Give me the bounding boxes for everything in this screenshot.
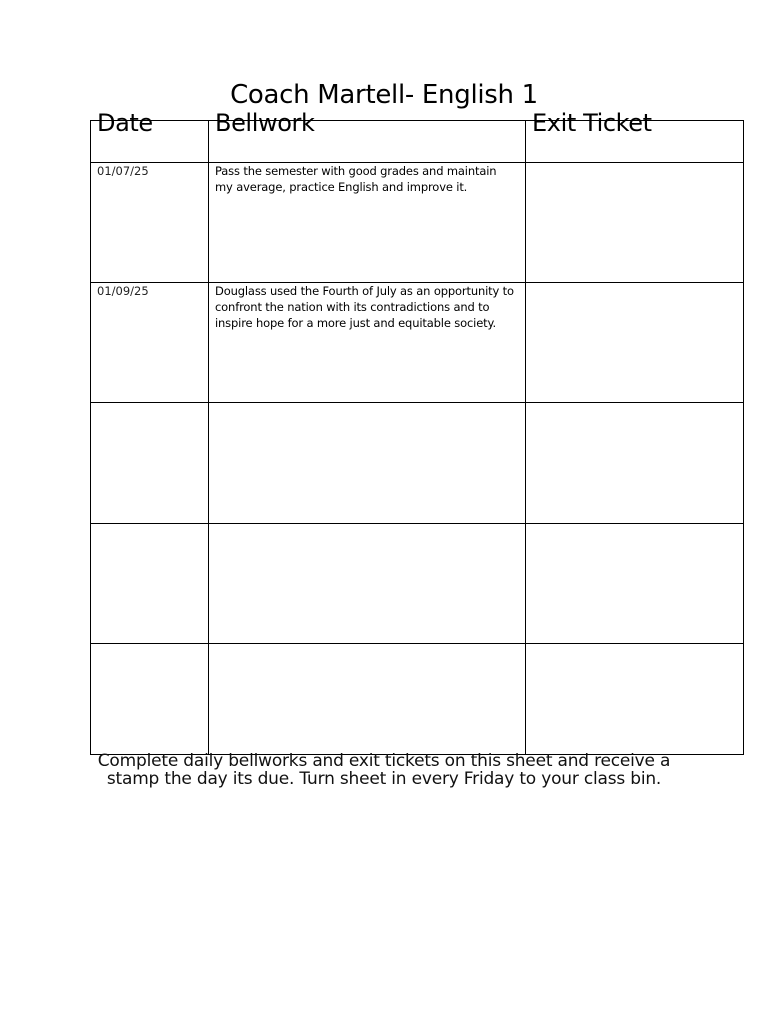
table-row <box>91 283 744 403</box>
table-row <box>91 523 744 643</box>
bellwork-cell[interactable] <box>209 163 526 283</box>
table-header-row <box>91 121 744 163</box>
instructions-line-2: stamp the day its due. Turn sheet in every Friday to your class bin. <box>106 769 662 789</box>
date-text: 01/09/25 <box>97 284 149 299</box>
bellwork-column-header: Bellwork <box>215 109 315 137</box>
table-row <box>91 403 744 523</box>
date-header-cell <box>91 109 209 163</box>
bellwork-cell[interactable] <box>209 283 526 403</box>
bellwork-header-cell <box>209 109 526 163</box>
exit-ticket-cell[interactable] <box>526 403 744 523</box>
bellwork-cell[interactable] <box>209 523 526 643</box>
exit-ticket-header-cell <box>526 109 744 163</box>
date-text <box>91 403 208 404</box>
date-cell[interactable] <box>91 523 209 643</box>
table-row <box>91 163 744 283</box>
bellwork-cell[interactable] <box>209 403 526 523</box>
date-column-header: Date <box>97 109 153 137</box>
bellwork-table <box>90 109 744 755</box>
bellwork-cell[interactable] <box>209 643 526 754</box>
instructions-line-1: Complete daily bellworks and exit tickets on this sheet and receive a <box>97 751 671 771</box>
date-text <box>91 644 208 645</box>
date-text: 01/07/25 <box>97 164 149 179</box>
date-text <box>91 524 208 525</box>
bellwork-text: Pass the semester with good grades and maintain my average, practice English and improve it. <box>215 164 497 195</box>
exit-ticket-column-header: Exit Ticket <box>532 109 652 137</box>
exit-ticket-cell[interactable] <box>526 163 744 283</box>
date-cell[interactable] <box>91 283 209 403</box>
exit-ticket-cell[interactable] <box>526 643 744 754</box>
date-cell[interactable] <box>91 643 209 754</box>
date-cell[interactable] <box>91 163 209 283</box>
instructions-text <box>0 752 768 788</box>
date-cell[interactable] <box>91 403 209 523</box>
bellwork-text: Douglass used the Fourth of July as an opportunity to confront the nation with its contradictions and to inspire hope for a more just and equitable society. <box>215 284 514 331</box>
table-row <box>91 643 744 754</box>
page-title: Coach Martell- English 1 <box>230 80 538 110</box>
exit-ticket-cell[interactable] <box>526 283 744 403</box>
exit-ticket-cell[interactable] <box>526 523 744 643</box>
